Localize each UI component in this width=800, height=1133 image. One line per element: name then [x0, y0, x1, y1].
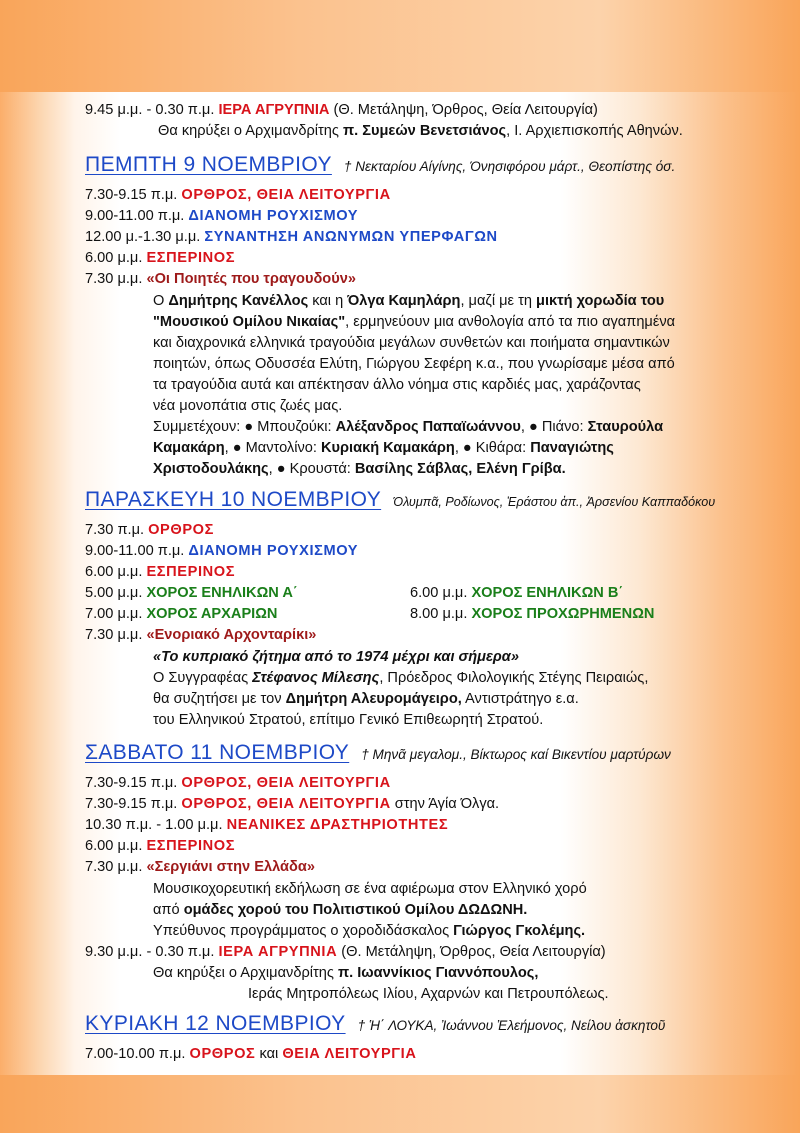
day-header-saturday	[85, 741, 671, 765]
schedule-item	[85, 270, 356, 288]
item-title: ΕΣΠΕΡΙΝΟΣ	[146, 250, 236, 266]
text: και η	[308, 293, 348, 309]
item-title: ΧΟΡΟΣ ΑΡΧΑΡΙΩΝ	[146, 606, 278, 622]
group-name: ομάδες χορού του Πολιτιστικού Ομίλου ΔΩΔΩΝΗ.	[183, 902, 528, 918]
saints-of-day: † Μηνᾶ μεγαλομ., Βίκτωρος καί Βικεντίου μαρτύρων	[361, 747, 671, 762]
vigil-detail: (Θ. Μετάληψη, Όρθρος, Θεία Λειτουργία)	[333, 102, 598, 118]
item-title: «Σεργιάνι στην Ελλάδα»	[146, 859, 315, 875]
vigil-preacher	[158, 122, 683, 140]
schedule-item	[85, 605, 277, 623]
schedule-item	[85, 774, 391, 792]
text: , ● Κιθάρα:	[454, 440, 531, 456]
event-topic: «Το κυπριακό ζήτημα από το 1974 μέχρι και σήμερα»	[153, 649, 519, 665]
saints-of-day: † Νεκταρίου Αίγίνης, Όνησιφόρου μάρτ., Θεοπίστης όσ.	[343, 159, 676, 174]
item-title: ΘΕΙΑ ΛΕΙΤΟΥΡΓΙΑ	[282, 1046, 417, 1062]
choir-name: μικτή χορωδία του	[536, 293, 665, 309]
schedule-item	[85, 795, 499, 813]
text: , μαζί με τη	[460, 293, 537, 309]
text: και	[255, 1046, 283, 1062]
preacher-name: π. Συμεών Βενετσιάνος	[342, 123, 507, 139]
choir-name: "Μουσικού Ομίλου Νικαίας"	[153, 314, 346, 330]
text: , ● Κρουστά:	[268, 461, 355, 477]
saints-of-day: † Ἡ΄ ΛΟΥΚΑ, Ἰωάννου Ἐλεήμονος, Νείλου ἀσκητοῦ	[357, 1018, 666, 1033]
item-title: ΟΡΘΡΟΣ	[148, 522, 214, 538]
event-description	[153, 901, 527, 919]
item-time: 6.00 μ.μ.	[85, 564, 143, 580]
day-title: ΚΥΡΙΑΚΗ 12 ΝΟΕΜΒΡΙΟΥ	[85, 1012, 346, 1035]
speaker-name: Δημήτρη Αλευρομάγειρο,	[285, 691, 462, 707]
item-time: 12.00 μ.-1.30 μ.μ.	[85, 229, 201, 245]
vigil-preacher-diocese: Ιεράς Μητροπόλεως Ιλίου, Αχαρνών και Πετρουπόλεως.	[248, 986, 609, 1002]
text: Υπεύθυνος προγράμματος ο χοροδιδάσκαλος	[153, 923, 454, 939]
schedule-item	[85, 186, 391, 204]
event-description	[153, 292, 664, 310]
event-description	[153, 313, 675, 331]
schedule-item	[85, 584, 298, 602]
text: από	[153, 902, 184, 918]
item-title: ΧΟΡΟΣ ΠΡΟΧΩΡΗΜΕΝΩΝ	[471, 606, 655, 622]
text: Θα κηρύξει ο Αρχιμανδρίτης	[153, 965, 338, 981]
day-header-thursday	[85, 153, 675, 177]
text: θα συζητήσει με τον	[153, 691, 286, 707]
text: , ● Μαντολίνο:	[224, 440, 321, 456]
event-description	[153, 922, 585, 940]
musician-name: Αλέξανδρος Παπαϊωάννου	[335, 419, 521, 435]
schedule-item	[85, 249, 235, 267]
item-time: 7.30-9.15 π.μ.	[85, 796, 178, 812]
schedule-item	[85, 816, 448, 834]
item-time: 7.30 μ.μ.	[85, 627, 143, 643]
schedule-item	[85, 858, 315, 876]
item-time: 7.00 μ.μ.	[85, 606, 143, 622]
performer-name: Όλγα Καμηλάρη	[347, 293, 461, 309]
event-description	[153, 669, 648, 687]
item-title: «Ενοριακό Αρχονταρίκι»	[146, 627, 317, 643]
participants	[153, 418, 663, 436]
item-time: 7.30-9.15 π.μ.	[85, 187, 178, 203]
schedule-item	[85, 228, 498, 246]
text: , Πρόεδρος Φιλολογικής Στέγης Πειραιώς,	[379, 670, 649, 686]
event-description: ποιητών, όπως Οδυσσέα Ελύτη, Γιώργου Σεφέρη κ.α., που γνωρίσαμε μέσα από	[153, 356, 675, 372]
preacher-suffix: , Ι. Αρχιεπισκοπής Αθηνών.	[506, 123, 683, 139]
item-time: 7.30 μ.μ.	[85, 859, 143, 875]
participants	[153, 439, 614, 457]
item-title: ΟΡΘΡΟΣ, ΘΕΙΑ ΛΕΙΤΟΥΡΓΙΑ	[181, 796, 391, 812]
event-description: και διαχρονικά ελληνικά τραγούδια μεγάλων συνθετών και ποιήματα σημαντικών	[153, 335, 670, 351]
text: Συμμετέχουν: ● Μπουζούκι:	[153, 419, 336, 435]
top-orange-strip	[0, 0, 800, 92]
text: , ● Πιάνο:	[520, 419, 588, 435]
text: Ο Συγγραφέας	[153, 670, 253, 686]
schedule-item	[85, 542, 358, 560]
schedule-item	[85, 626, 316, 644]
item-title: ΝΕΑΝΙΚΕΣ ΔΡΑΣΤΗΡΙΟΤΗΤΕΣ	[226, 817, 449, 833]
schedule-item	[85, 563, 235, 581]
item-detail: (Θ. Μετάληψη, Όρθρος, Θεία Λειτουργία)	[337, 944, 606, 960]
vigil-time: 9.45 μ.μ. - 0.30 π.μ.	[85, 102, 215, 118]
schedule-item	[85, 207, 358, 225]
schedule-item	[85, 521, 214, 539]
speaker-name: Στέφανος Μίλεσης	[252, 670, 380, 686]
item-time: 9.00-11.00 π.μ.	[85, 543, 185, 559]
day-header-friday	[85, 488, 715, 512]
item-title: ΙΕΡΑ ΑΓΡΥΠΝΙΑ	[218, 944, 338, 960]
preacher-name: π. Ιωαννίκιος Γιαννόπουλος,	[337, 965, 539, 981]
item-time: 8.00 μ.μ.	[410, 606, 468, 622]
musician-name: Σταυρούλα	[587, 419, 664, 435]
participants	[153, 460, 566, 478]
musician-name: Κυριακή Καμακάρη	[320, 440, 455, 456]
instructor-name: Γιώργος Γκολέμης.	[453, 923, 586, 939]
event-description: του Ελληνικού Στρατού, επίτιμο Γενικό Επιθεωρητή Στρατού.	[153, 712, 544, 728]
item-title: ΟΡΘΡΟΣ	[189, 1046, 256, 1062]
item-time: 5.00 μ.μ.	[85, 585, 143, 601]
schedule-item	[85, 1045, 416, 1063]
musician-name: Χριστοδουλάκης	[153, 461, 269, 477]
event-description	[153, 690, 579, 708]
item-title: ΔΙΑΝΟΜΗ ΡΟΥΧΙΣΜΟΥ	[188, 543, 359, 559]
item-title: «Οι Ποιητές που τραγουδούν»	[146, 271, 356, 287]
schedule-item	[85, 837, 235, 855]
musician-name: Βασίλης Σάβλας, Ελένη Γρίβα.	[354, 461, 566, 477]
schedule-item	[410, 584, 623, 602]
item-time: 7.30 π.μ.	[85, 522, 145, 538]
item-title: ΕΣΠΕΡΙΝΟΣ	[146, 564, 236, 580]
item-title: ΕΣΠΕΡΙΝΟΣ	[146, 838, 236, 854]
item-time: 10.30 π.μ. - 1.00 μ.μ.	[85, 817, 223, 833]
item-title: ΟΡΘΡΟΣ, ΘΕΙΑ ΛΕΙΤΟΥΡΓΙΑ	[181, 187, 391, 203]
day-title: ΠΑΡΑΣΚΕΥΗ 10 ΝΟΕΜΒΡΙΟΥ	[85, 488, 382, 511]
musician-name: Παναγιώτης	[530, 440, 614, 456]
item-time: 7.30 μ.μ.	[85, 271, 143, 287]
text: , ερμηνεύουν μια ανθολογία από τα πιο αγαπημένα	[345, 314, 676, 330]
text: Αντιστράτηγο ε.α.	[461, 691, 579, 707]
performer-name: Δημήτρης Κανέλλος	[168, 293, 309, 309]
item-time: 6.00 μ.μ.	[410, 585, 468, 601]
day-title: ΣΑΒΒΑΤΟ 11 ΝΟΕΜΒΡΙΟΥ	[85, 741, 350, 764]
vigil-line	[85, 101, 598, 119]
item-time: 6.00 μ.μ.	[85, 838, 143, 854]
bottom-orange-strip	[0, 1075, 800, 1133]
event-description: νέα μονοπάτια στις ζωές μας.	[153, 398, 343, 414]
item-time: 9.30 μ.μ. - 0.30 π.μ.	[85, 944, 215, 960]
musician-name: Καμακάρη	[153, 440, 225, 456]
item-time: 7.30-9.15 π.μ.	[85, 775, 178, 791]
day-header-sunday	[85, 1012, 665, 1036]
item-title: ΔΙΑΝΟΜΗ ΡΟΥΧΙΣΜΟΥ	[188, 208, 359, 224]
item-location: στην Άγία Όλγα.	[390, 796, 500, 812]
item-time: 9.00-11.00 π.μ.	[85, 208, 185, 224]
vigil-preacher	[153, 964, 538, 982]
item-time: 6.00 μ.μ.	[85, 250, 143, 266]
item-title: ΧΟΡΟΣ ΕΝΗΛΙΚΩΝ Α΄	[146, 585, 298, 601]
schedule-item	[85, 943, 606, 961]
schedule-item	[410, 605, 654, 623]
item-title: ΟΡΘΡΟΣ, ΘΕΙΑ ΛΕΙΤΟΥΡΓΙΑ	[181, 775, 391, 791]
item-title: ΧΟΡΟΣ ΕΝΗΛΙΚΩΝ Β΄	[471, 585, 624, 601]
day-title: ΠΕΜΠΤΗ 9 ΝΟΕΜΒΡΙΟΥ	[85, 153, 332, 176]
event-description: Μουσικοχορευτική εκδήλωση σε ένα αφιέρωμα στον Ελληνικό χορό	[153, 881, 587, 897]
event-description: τα τραγούδια αυτά και απέκτησαν άλλο νόημα στις καρδιές μας, χαράζοντας	[153, 377, 641, 393]
preacher-prefix: Θα κηρύξει ο Αρχιμανδρίτης	[158, 123, 339, 139]
vigil-title: ΙΕΡΑ ΑΓΡΥΠΝΙΑ	[218, 102, 330, 118]
item-time: 7.00-10.00 π.μ.	[85, 1046, 186, 1062]
saints-of-day: Όλυμπᾶ, Ροδίωνος, Ἐράστου ἀπ., Ἀρσενίου Καππαδόκου	[393, 495, 716, 509]
text: Ο	[153, 293, 169, 309]
item-title: ΣΥΝΑΝΤΗΣΗ ΑΝΩΝΥΜΩΝ ΥΠΕΡΦΑΓΩΝ	[204, 229, 498, 245]
